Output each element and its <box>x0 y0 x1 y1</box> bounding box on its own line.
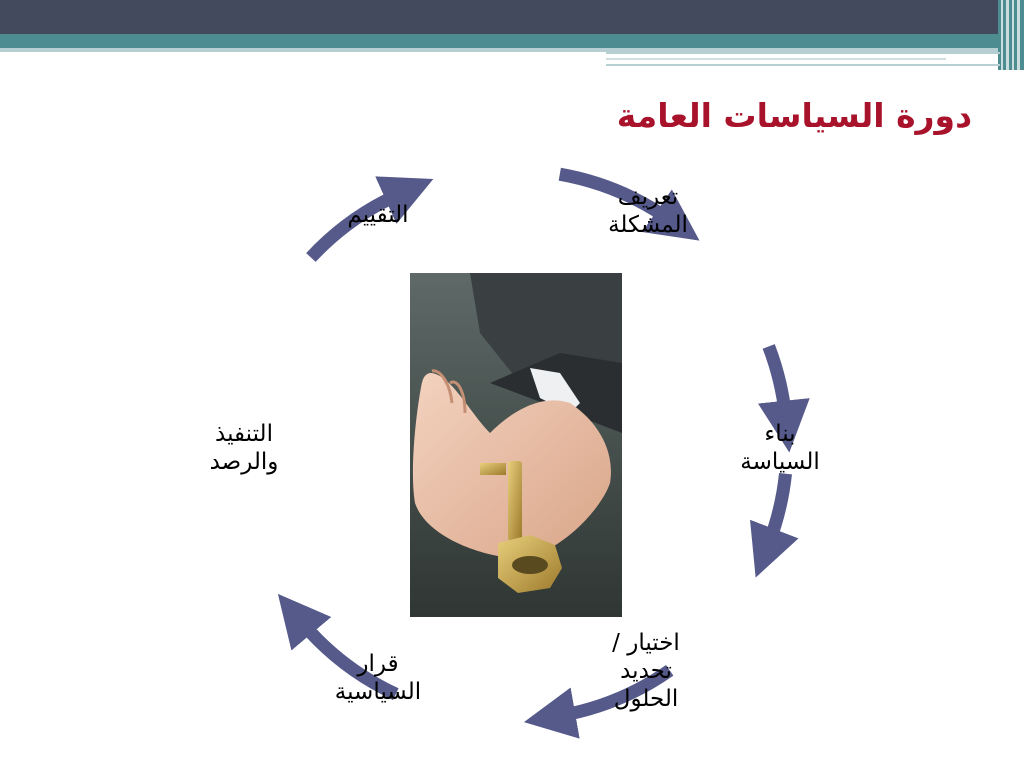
step-label-line: بناء <box>764 421 796 447</box>
step-label-line: تحديد <box>620 658 672 684</box>
step-label-line: تعريف <box>617 184 679 210</box>
hand-holding-key-photo <box>410 273 622 617</box>
step-label-line: المشكلة <box>608 212 688 238</box>
step-label-line: والرصد <box>209 449 279 475</box>
arrow-decision-to-implementation <box>769 474 786 544</box>
step-policy-building <box>722 420 838 476</box>
step-label-line: التقييم <box>347 202 409 228</box>
step-policy-decision <box>320 650 436 706</box>
step-solution-selection <box>588 629 704 713</box>
step-label-line: التنفيذ <box>215 421 273 447</box>
step-label-line: قرار <box>357 651 399 677</box>
step-evaluation <box>320 201 436 229</box>
step-label-line: الحلول <box>613 686 679 712</box>
step-label-line: اختيار / <box>612 630 680 656</box>
slide-title: دورة السياسات العامة <box>616 96 972 135</box>
arrow-selection-to-decision <box>769 346 786 416</box>
step-problem-definition <box>590 183 706 239</box>
step-label-line: السياسية <box>334 679 422 705</box>
step-label-line: السياسة <box>740 449 820 475</box>
step-implementation-monitoring <box>186 420 302 476</box>
